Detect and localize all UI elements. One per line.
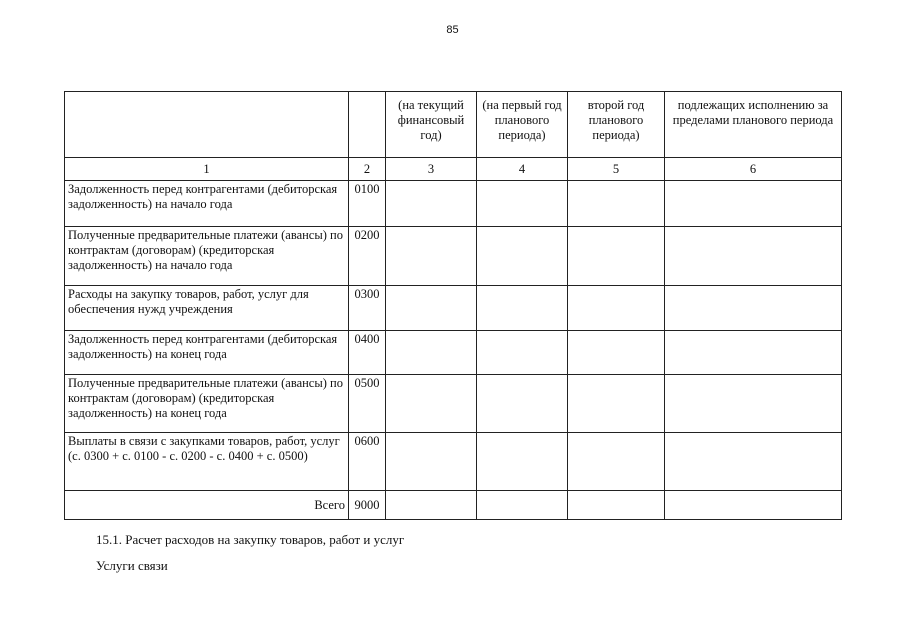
value-cell — [477, 491, 568, 520]
procurement-payments-table — [64, 91, 842, 520]
row-code: 0500 — [349, 375, 386, 433]
header-cell-current-year: (на текущий финансовый год) — [386, 92, 477, 158]
value-cell — [568, 433, 665, 491]
value-cell — [568, 491, 665, 520]
table-row — [65, 286, 842, 331]
row-code: 0600 — [349, 433, 386, 491]
value-cell — [386, 331, 477, 375]
row-label: Задолженность перед контрагентами (дебиторская задолженность) на конец года — [65, 331, 349, 375]
value-cell — [477, 331, 568, 375]
row-code: 0200 — [349, 227, 386, 286]
value-cell — [568, 227, 665, 286]
value-cell — [477, 375, 568, 433]
value-cell — [665, 181, 842, 227]
value-cell — [477, 181, 568, 227]
table-row — [65, 375, 842, 433]
value-cell — [386, 227, 477, 286]
value-cell — [568, 181, 665, 227]
value-cell — [665, 286, 842, 331]
value-cell — [665, 227, 842, 286]
row-label: Полученные предварительные платежи (авансы) по контрактам (договорам) (кредиторская задолженность) на начало года — [65, 227, 349, 286]
header-cell-first-plan-year: (на первый год планового периода) — [477, 92, 568, 158]
row-code: 0100 — [349, 181, 386, 227]
value-cell — [665, 433, 842, 491]
column-number: 6 — [665, 158, 842, 181]
column-number: 5 — [568, 158, 665, 181]
page-number: 85 — [446, 24, 459, 36]
value-cell — [386, 286, 477, 331]
value-cell — [665, 375, 842, 433]
total-row — [65, 491, 842, 520]
value-cell — [386, 375, 477, 433]
value-cell — [477, 227, 568, 286]
value-cell — [568, 331, 665, 375]
value-cell — [568, 375, 665, 433]
value-cell — [665, 331, 842, 375]
value-cell — [477, 286, 568, 331]
table-header-row — [65, 92, 842, 158]
table-row — [65, 181, 842, 227]
value-cell — [386, 433, 477, 491]
column-number: 3 — [386, 158, 477, 181]
value-cell — [665, 491, 842, 520]
header-cell-1 — [65, 92, 349, 158]
total-code: 9000 — [349, 491, 386, 520]
value-cell — [568, 286, 665, 331]
column-number: 2 — [349, 158, 386, 181]
header-cell-2 — [349, 92, 386, 158]
row-label: Расходы на закупку товаров, работ, услуг для обеспечения нужд учреждения — [65, 286, 349, 331]
header-cell-second-plan-year: второй год планового периода) — [568, 92, 665, 158]
table-row — [65, 433, 842, 491]
header-cell-beyond-plan-period: подлежащих исполнению за пределами планового периода — [665, 92, 842, 158]
table-row — [65, 227, 842, 286]
value-cell — [386, 491, 477, 520]
row-code: 0300 — [349, 286, 386, 331]
column-number: 1 — [65, 158, 349, 181]
value-cell — [386, 181, 477, 227]
column-number: 4 — [477, 158, 568, 181]
total-label: Всего — [65, 491, 349, 520]
row-label: Выплаты в связи с закупками товаров, работ, услуг (с. 0300 + с. 0100 - с. 0200 - с. 0400 + с. 0500) — [65, 433, 349, 491]
column-number-row — [65, 158, 842, 181]
subsection-title: Услуги связи — [96, 558, 168, 573]
row-code: 0400 — [349, 331, 386, 375]
value-cell — [477, 433, 568, 491]
section-title: 15.1. Расчет расходов на закупку товаров, работ и услуг — [96, 532, 405, 547]
row-label: Полученные предварительные платежи (авансы) по контрактам (договорам) (кредиторская задолженность) на конец года — [65, 375, 349, 433]
row-label: Задолженность перед контрагентами (дебиторская задолженность) на начало года — [65, 181, 349, 227]
table-row — [65, 331, 842, 375]
